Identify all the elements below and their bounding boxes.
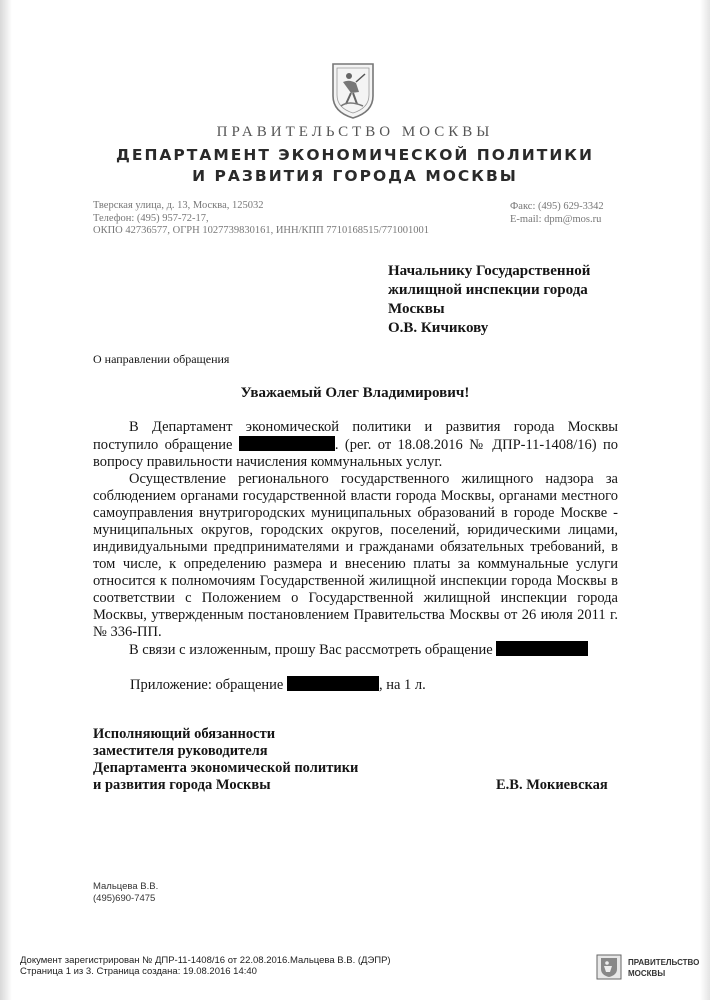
moscow-government-logo-icon [596, 954, 622, 980]
address: Тверская улица, д. 13, Москва, 125032 [93, 200, 264, 211]
paragraph-2: Осуществление регионального государственного жилищного надзора за соблюдением органами государственной власти города Москвы, органами местного самоуправления внутригородских муниципальных образований в городе Москве - муниципальных округов, городских округов, поселений, юридическими лицами, индивидуальными предпринимателями и гражданами обязательных требований, в том числе, к определению размера и внесению платы за коммунальные услуги относится к полномочиям Государственной жилищной инспекции города Москвы в соответствии с Положением о Государственной жилищной инспекции города Москвы, утвержденным постановлением Правительства Москвы от 26 июля 2011 г. № 336-ПП. [93, 471, 618, 640]
letter-subject: О направлении обращения [93, 352, 230, 366]
footer-brand-line1: ПРАВИТЕЛЬСТВО [628, 958, 700, 967]
paragraph-1-start: В Департамент экономической политики и развития города Москвы поступило обращение [93, 419, 618, 453]
paragraph-3 [93, 641, 618, 659]
redaction-block [287, 676, 379, 691]
signer-line4: и развития города Москвы [93, 777, 271, 793]
contact-block-right [510, 201, 604, 226]
signer-name: Е.В. Мокиевская [496, 777, 608, 793]
redaction-block [496, 641, 588, 656]
addressee-line1: Начальнику Государственной [388, 263, 591, 279]
contact-block-left [93, 200, 429, 238]
department-title-line1: ДЕПАРТАМЕНТ ЭКОНОМИЧЕСКОЙ ПОЛИТИКИ [116, 146, 594, 164]
addressee-line4: О.В. Кичикову [388, 320, 489, 336]
attachment-suffix: , на 1 л. [378, 677, 426, 693]
footer-brand [628, 957, 699, 979]
email: E-mail: dpm@mos.ru [510, 213, 602, 225]
signer-line3: Департамента экономической политики [93, 760, 359, 776]
executor-name: Мальцева В.В. [93, 881, 159, 892]
addressee-line3: Москвы [388, 301, 445, 317]
registration-footer [20, 955, 391, 977]
letter-body [93, 419, 618, 659]
redaction-block [239, 436, 335, 451]
signer-title-block [93, 726, 358, 794]
signer-line1: Исполняющий обязанности [93, 726, 276, 742]
footer-page-info: Страница 1 из 3. Страница создана: 19.08.2016 14:40 [20, 966, 257, 977]
paragraph-3-text: В связи с изложенным, прошу Вас рассмотреть обращение [129, 642, 493, 658]
greeting: Уважаемый Олег Владимирович! [240, 385, 470, 401]
footer-brand-line2: МОСКВЫ [628, 969, 666, 978]
executor-phone: (495)690-7475 [93, 893, 156, 904]
paragraph-1-end: . (рег. от 18.08.2016 № ДПР-11-1408/16) по вопросу правильности начисления коммунальных услуг. [93, 437, 619, 470]
footer-registration: Документ зарегистрирован № ДПР-11-1408/16 от 22.08.2016.Мальцева В.В. (ДЭПР) [20, 955, 391, 966]
attachment-label: Приложение: обращение [130, 677, 284, 693]
executor-block [93, 881, 158, 905]
moscow-coat-of-arms-icon [329, 60, 377, 120]
government-title: ПРАВИТЕЛЬСТВО МОСКВЫ [216, 124, 494, 140]
addressee-line2: жилищной инспекции города [388, 282, 588, 298]
attachment-line [130, 676, 426, 694]
department-title-line2: И РАЗВИТИЯ ГОРОДА МОСКВЫ [192, 167, 518, 185]
paragraph-1 [93, 419, 618, 471]
registration-codes: ОКПО 42736577, ОГРН 1027739830161, ИНН/КПП 7710168515/771001001 [93, 225, 429, 236]
signer-line2: заместителя руководителя [93, 743, 268, 759]
addressee-block [388, 262, 590, 338]
phone: Телефон: (495) 957-72-17, [93, 212, 209, 224]
fax: Факс: (495) 629-3342 [510, 201, 604, 212]
